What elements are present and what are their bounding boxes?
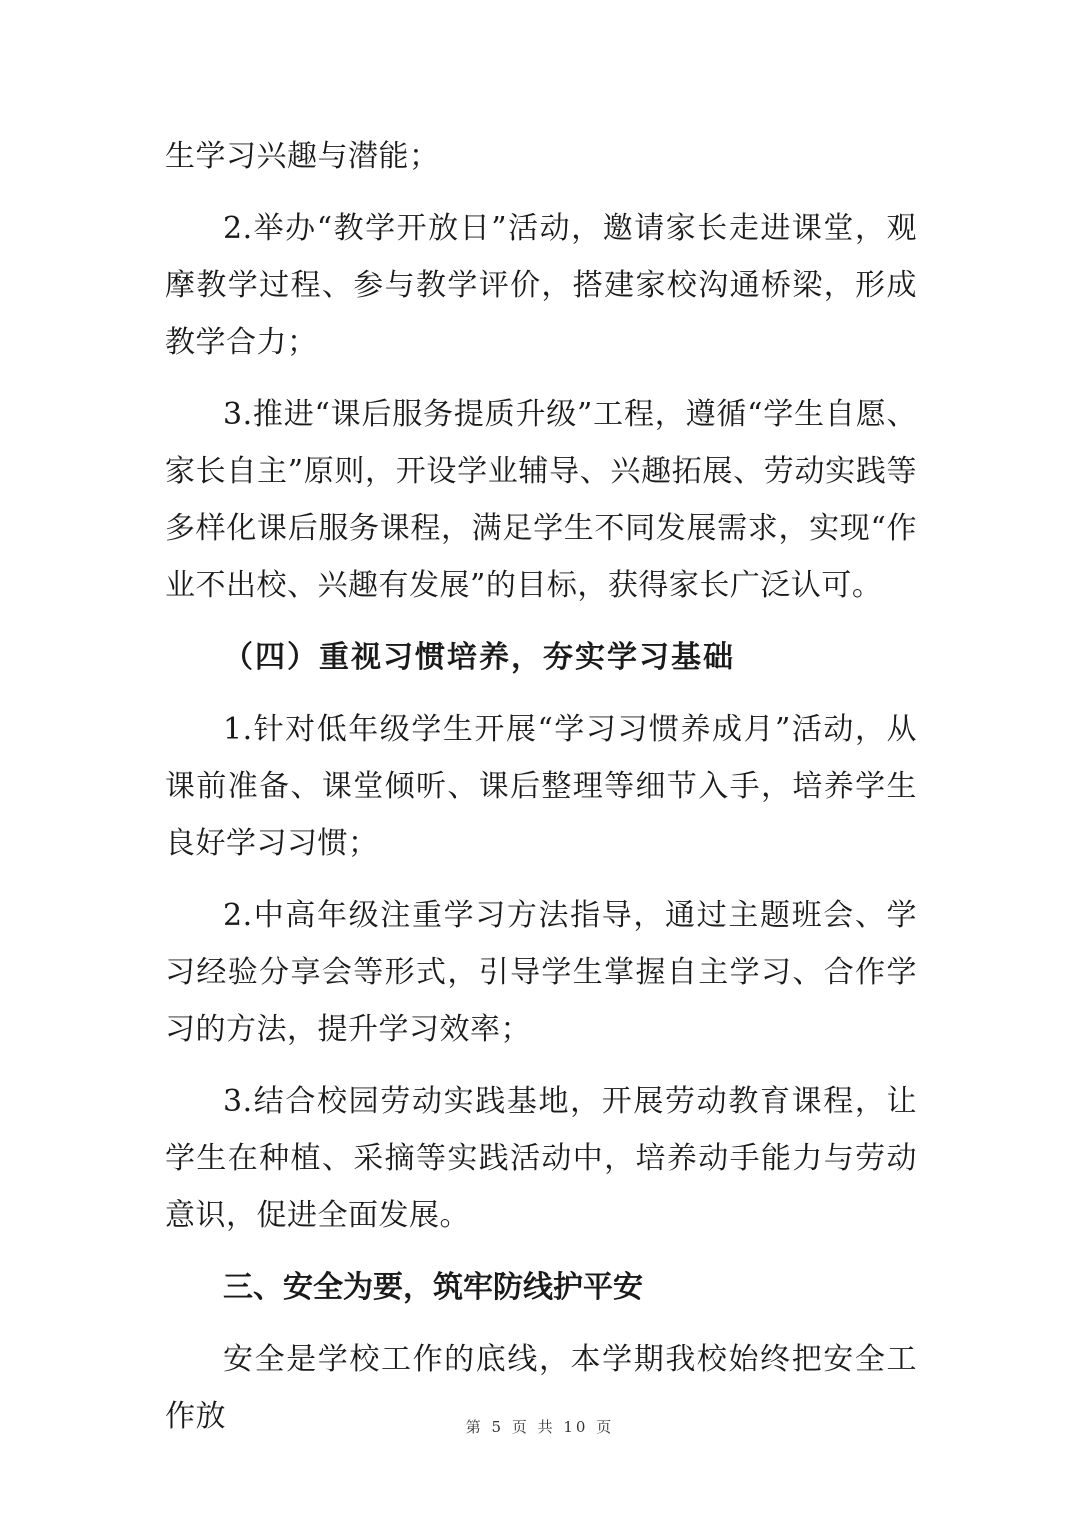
section-heading-safety: 三、安全为要，筑牢防线护平安 xyxy=(223,1270,643,1305)
paragraph-continuation: 生学习兴趣与潜能； xyxy=(165,139,440,174)
page-footer xyxy=(0,1416,1080,1437)
paragraph-safety-intro: 安全是学校工作的底线，本学期我校始终把安全工作放 xyxy=(165,1342,917,1434)
paragraph-item-1-habits: 1.针对低年级学生开展“学习习惯养成月”活动，从课前准备、课堂倾听、课后整理等细节入手，培养学生良好学习习惯； xyxy=(165,712,917,861)
paragraph-item-2-methods: 2.中高年级注重学习方法指导，通过主题班会、学习经验分享会等形式，引导学生掌握自主学习、合作学习的方法，提升学习效率； xyxy=(165,898,917,1047)
paragraph-item-2-open-day: 2.举办“教学开放日”活动，邀请家长走进课堂，观摩教学过程、参与教学评价，搭建家校沟通桥梁，形成教学合力； xyxy=(165,211,917,360)
paragraph-item-3-labor: 3.结合校园劳动实践基地，开展劳动教育课程，让学生在种植、采摘等实践活动中，培养动手能力与劳动意识，促进全面发展。 xyxy=(165,1084,917,1233)
document-body xyxy=(165,128,917,1445)
section-heading-habits: （四）重视习惯培养，夯实学习基础 xyxy=(223,640,735,675)
page-number: 第 5 页 共 10 页 xyxy=(465,1418,615,1436)
paragraph-item-3-after-school: 3.推进“课后服务提质升级”工程，遵循“学生自愿、家长自主”原则，开设学业辅导、兴趣拓展、劳动实践等多样化课后服务课程，满足学生不同发展需求，实现“作业不出校、兴趣有发展”的目标，获得家长广泛认可。 xyxy=(165,397,917,603)
